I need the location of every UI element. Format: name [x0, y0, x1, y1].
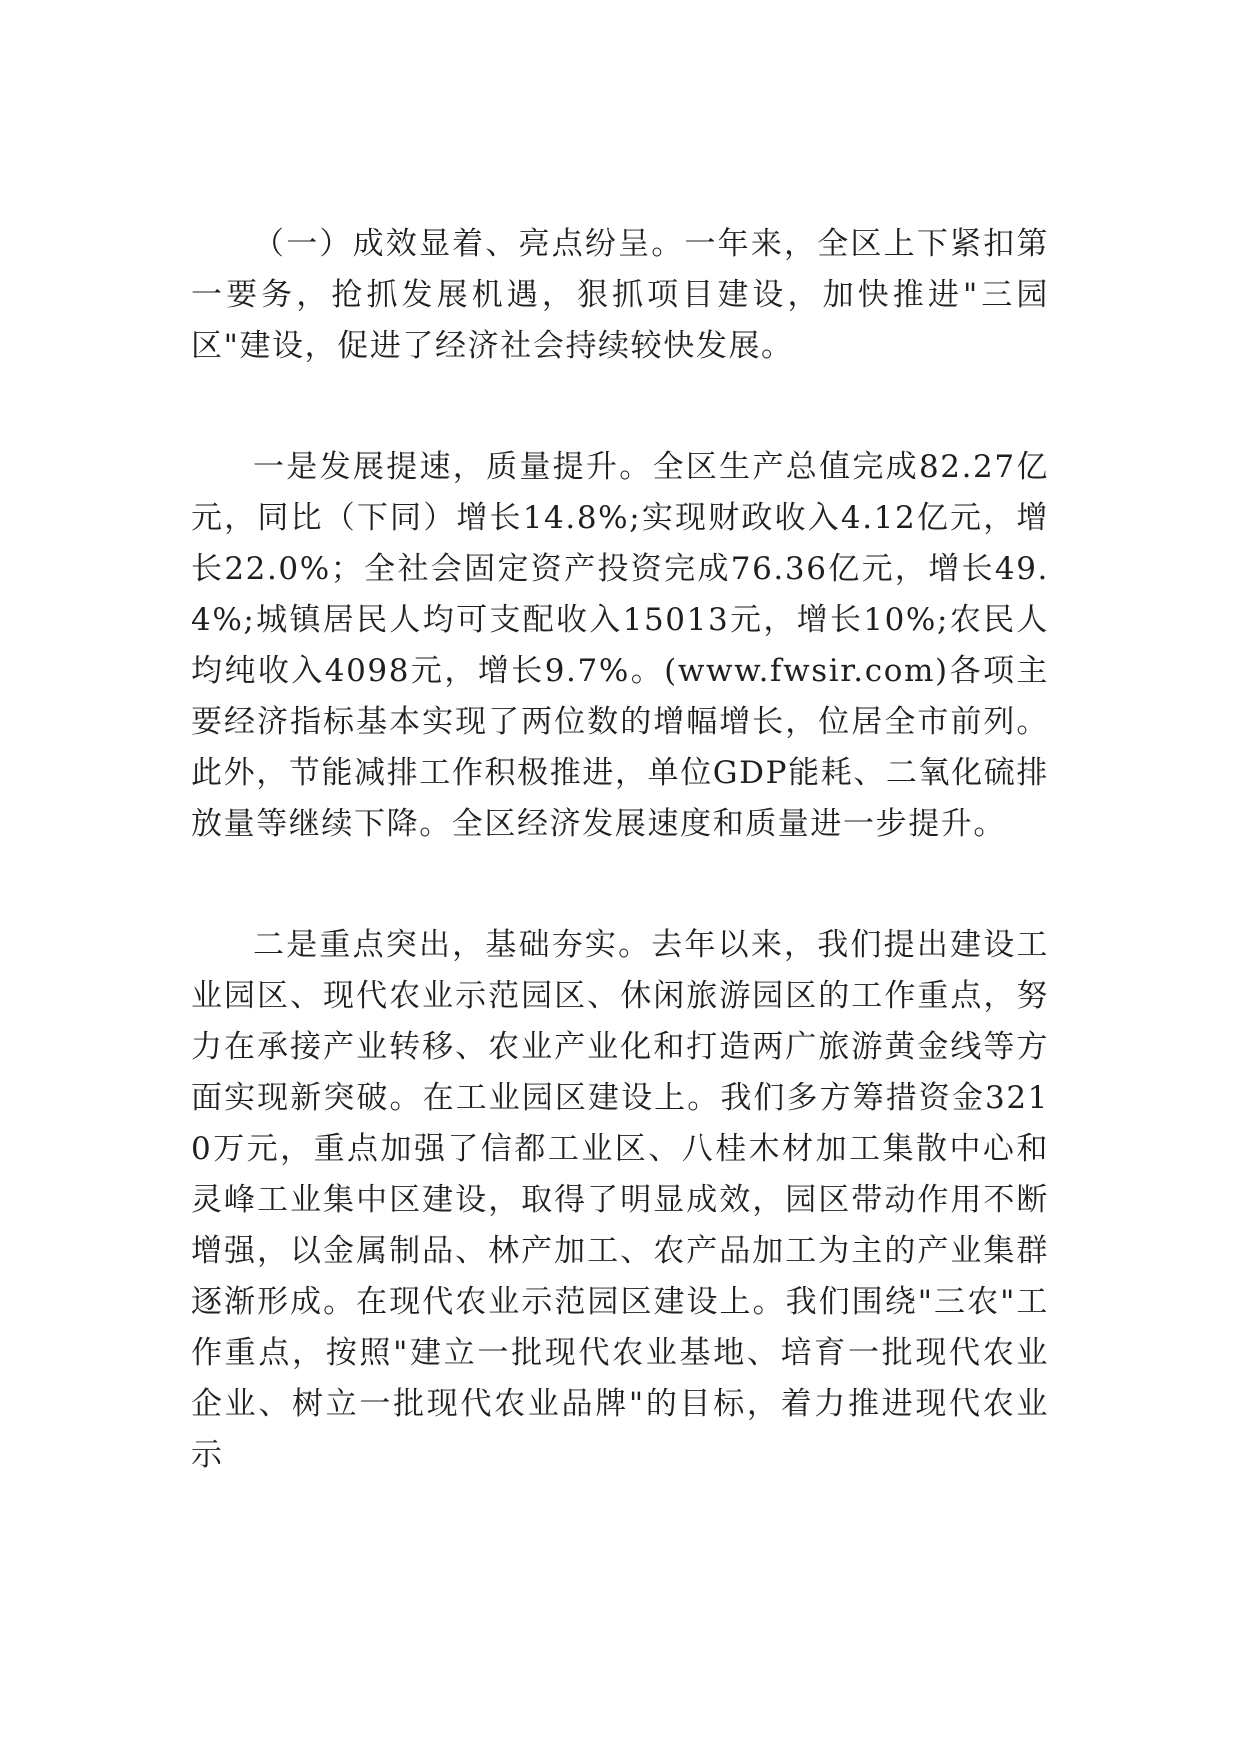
- paragraph-key-priorities: 二是重点突出，基础夯实。去年以来，我们提出建设工业园区、现代农业示范园区、休闲旅游园区的工作重点，努力在承接产业转移、农业产业化和打造两广旅游黄金线等方面实现新突破。在工业园区建设上。我们多方筹措资金3210万元，重点加强了信都工业区、八桂木材加工集散中心和灵峰工业集中区建设，取得了明显成效，园区带动作用不断增强，以金属制品、林产加工、农产品加工为主的产业集群逐渐形成。在现代农业示范园区建设上。我们围绕"三农"工作重点，按照"建立一批现代农业基地、培育一批现代农业企业、树立一批现代农业品牌"的目标，着力推进现代农业示: [191, 927, 1049, 1473]
- paragraph-development-quality: 一是发展提速，质量提升。全区生产总值完成82.27亿元，同比（下同）增长14.8%;实现财政收入4.12亿元，增长22.0%；全社会固定资产投资完成76.36亿元，增长49.4%;城镇居民人均可支配收入15013元，增长10%;农民人均纯收入4098元，增长9.7%。(www.fwsir.com)各项主要经济指标基本实现了两位数的增幅增长，位居全市前列。此外，节能减排工作积极推进，单位GDP能耗、二氧化硫排放量等继续下降。全区经济发展速度和质量进一步提升。: [191, 449, 1049, 842]
- document-body: [191, 219, 1049, 1481]
- paragraph-achievements: （一）成效显着、亮点纷呈。一年来，全区上下紧扣第一要务，抢抓发展机遇，狠抓项目建设，加快推进"三园区"建设，促进了经济社会持续较快发展。: [191, 226, 1049, 364]
